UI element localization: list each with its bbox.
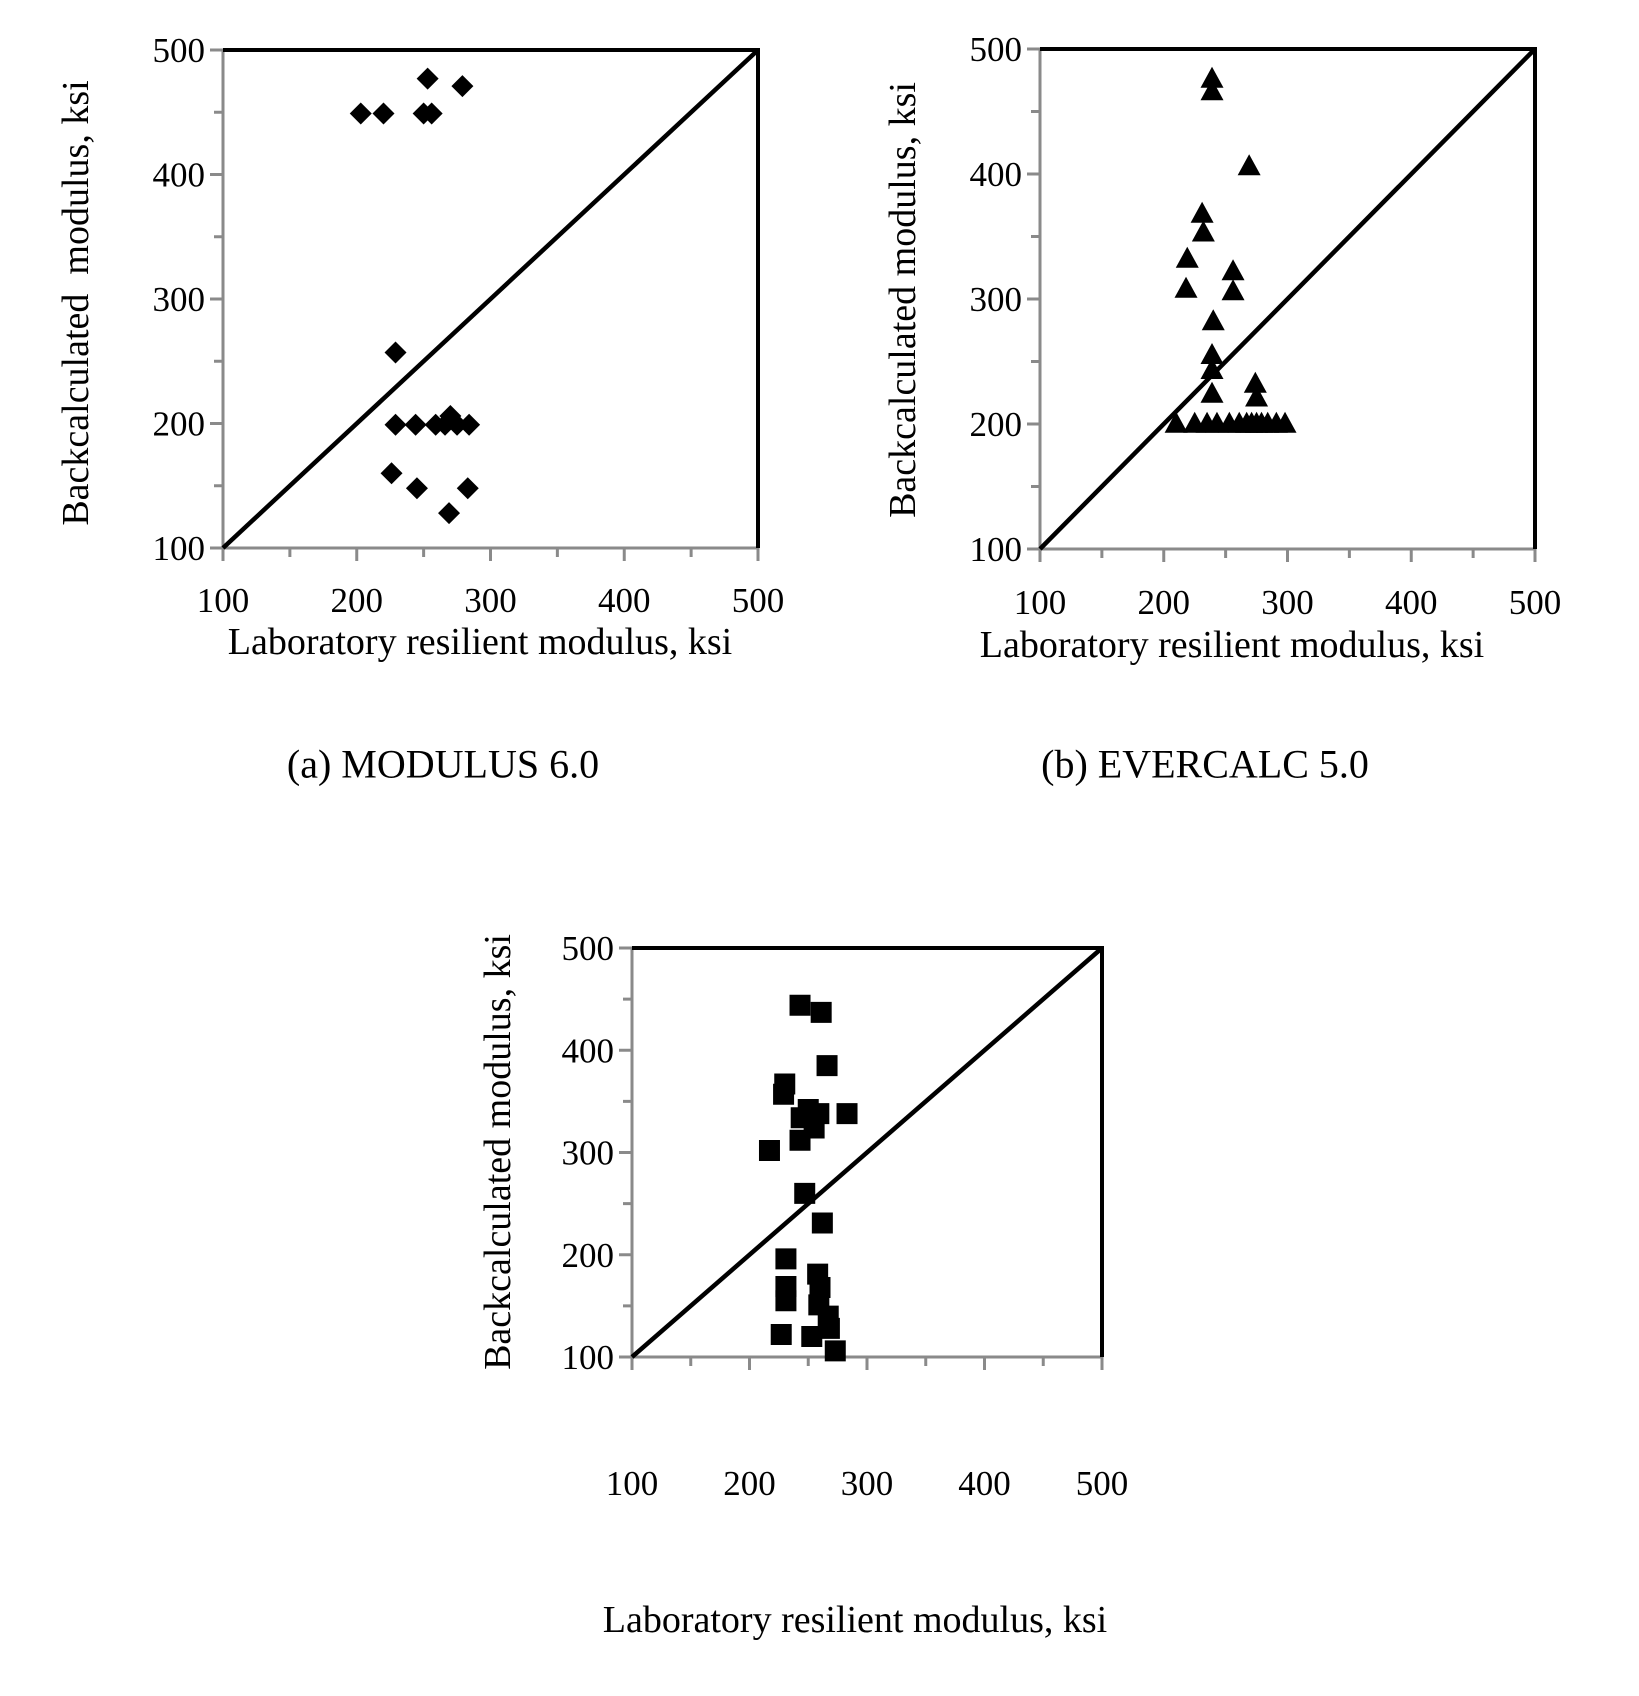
- diamond-marker: [373, 102, 395, 124]
- equality-line: [1040, 49, 1535, 549]
- data-points: [1165, 67, 1297, 433]
- x-tick-label: 400: [958, 1464, 1011, 1503]
- square-marker: [775, 1248, 796, 1269]
- x-tick-label: 100: [196, 581, 250, 620]
- diamond-marker: [438, 502, 460, 524]
- square-marker: [790, 995, 811, 1016]
- data-points: [350, 68, 480, 525]
- x-tick-label: 200: [1137, 583, 1190, 622]
- triangle-marker: [1192, 221, 1215, 242]
- caption-plot-b: (b) EVERCALC 5.0: [1041, 741, 1369, 787]
- ylabel-plot-a: Backcalculated modulus, ksi: [55, 80, 97, 526]
- x-tick-label: 500: [731, 581, 785, 620]
- triangle-marker: [1191, 202, 1214, 223]
- square-marker: [817, 1055, 838, 1076]
- square-marker: [773, 1084, 794, 1105]
- diamond-marker: [385, 414, 407, 436]
- diamond-marker: [451, 75, 473, 97]
- square-marker: [811, 1002, 832, 1023]
- x-tick-label: 500: [1075, 1464, 1129, 1503]
- diamond-marker: [458, 414, 480, 436]
- x-tick-label: 100: [605, 1464, 659, 1503]
- square-marker: [790, 1130, 811, 1151]
- diamond-marker: [417, 68, 439, 90]
- data-points: [759, 995, 858, 1362]
- y-tick-label: 400: [561, 1031, 614, 1071]
- x-tick-label: 300: [840, 1464, 894, 1503]
- square-marker: [825, 1340, 846, 1361]
- y-tick-label: 200: [152, 404, 205, 444]
- square-marker: [759, 1140, 780, 1161]
- x-tick-label: 400: [598, 581, 651, 620]
- triangle-marker: [1222, 259, 1245, 280]
- square-marker: [812, 1213, 833, 1234]
- square-marker: [771, 1324, 792, 1345]
- square-marker: [775, 1290, 796, 1311]
- ylabel-plot-c: Backcalculated modulus, ksi: [477, 934, 519, 1370]
- triangle-marker: [1222, 279, 1245, 300]
- diamond-marker: [457, 477, 479, 499]
- x-tick-label: 200: [330, 581, 383, 620]
- y-tick-label: 500: [152, 31, 205, 70]
- x-tick-label: 200: [723, 1464, 776, 1503]
- y-tick-label: 500: [561, 929, 614, 968]
- plot-c: [562, 929, 1129, 1503]
- y-tick-label: 300: [152, 280, 205, 319]
- plot-a: [153, 31, 785, 620]
- y-tick-label: 400: [152, 155, 205, 195]
- diamond-marker: [350, 102, 372, 124]
- diamond-marker: [385, 342, 407, 364]
- equality-line: [632, 948, 1102, 1357]
- triangle-marker: [1176, 247, 1199, 268]
- caption-plot-a: (a) MODULUS 6.0: [286, 741, 600, 787]
- x-tick-label: 400: [1385, 583, 1438, 622]
- diamond-marker: [405, 414, 427, 436]
- y-tick-label: 100: [969, 530, 1022, 569]
- triangle-marker: [1202, 309, 1225, 330]
- xlabel-plot-c: Laboratory resilient modulus, ksi: [602, 1599, 1108, 1641]
- equality-line: [223, 50, 758, 548]
- square-marker: [794, 1183, 815, 1204]
- y-tick-label: 200: [561, 1235, 614, 1275]
- x-tick-label: 300: [1261, 583, 1314, 622]
- tick-labels: [153, 31, 785, 620]
- diamond-marker: [406, 477, 428, 499]
- x-tick-label: 300: [464, 581, 517, 620]
- x-tick-label: 100: [1013, 583, 1067, 622]
- plot-b: [970, 30, 1562, 622]
- y-tick-label: 100: [152, 529, 205, 568]
- y-tick-label: 300: [969, 280, 1022, 319]
- xlabel-plot-a: Laboratory resilient modulus, ksi: [227, 621, 733, 663]
- y-tick-label: 300: [561, 1133, 614, 1173]
- square-marker: [801, 1326, 822, 1347]
- ylabel-plot-b: Backcalculated modulus, ksi: [882, 82, 924, 518]
- square-marker: [837, 1103, 858, 1124]
- y-tick-label: 100: [561, 1338, 614, 1377]
- y-tick-label: 500: [969, 30, 1022, 69]
- triangle-marker: [1238, 154, 1261, 175]
- x-tick-label: 500: [1508, 583, 1562, 622]
- diamond-marker: [381, 462, 403, 484]
- triangle-marker: [1175, 277, 1198, 298]
- y-tick-label: 200: [969, 405, 1022, 444]
- tick-labels: [562, 929, 1129, 1503]
- y-tick-label: 400: [969, 155, 1022, 194]
- xlabel-plot-b: Laboratory resilient modulus, ksi: [979, 624, 1485, 666]
